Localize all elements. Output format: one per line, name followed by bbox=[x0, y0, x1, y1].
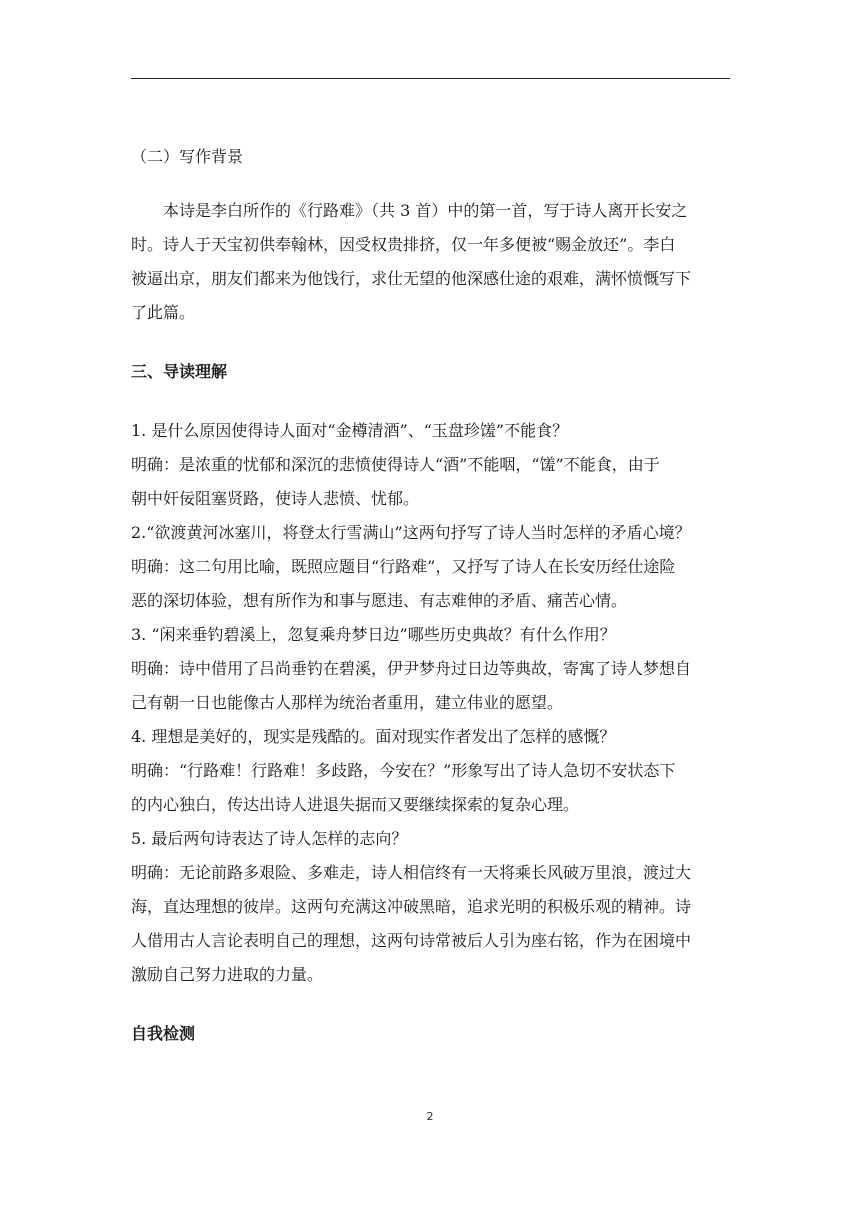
section-heading-guided-reading: 三、导读理解 bbox=[131, 362, 228, 381]
paragraph-line: 了此篇。 bbox=[131, 303, 196, 322]
guided-reading-qa bbox=[131, 414, 730, 992]
question-line: 4. 理想是美好的，现实是残酷的。面对现实作者发出了怎样的感慨？ bbox=[131, 727, 616, 746]
answer-line: 朝中奸佞阻塞贤路，使诗人悲愤、忧郁。 bbox=[131, 489, 420, 508]
page-body bbox=[131, 140, 730, 1051]
answer-line: 明确：这二句用比喻，既照应题目“行路难”，又抒写了诗人在长安历经仕途险 bbox=[131, 557, 676, 576]
answer-line: 的内心独白，传达出诗人进退失据而又要继续探索的复杂心理。 bbox=[131, 795, 580, 814]
answer-line: 激励自己努力进取的力量。 bbox=[131, 965, 324, 984]
header-rule bbox=[131, 78, 730, 79]
answer-line: 己有朝一日也能像古人那样为统治者重用，建立伟业的愿望。 bbox=[131, 693, 564, 712]
question-line: 2.“欲渡黄河冰塞川，将登太行雪满山”这两句抒写了诗人当时怎样的矛盾心境？ bbox=[131, 523, 691, 542]
section-heading-self-test: 自我检测 bbox=[131, 1024, 196, 1043]
answer-line: 恶的深切体验，想有所作为和事与愿违、有志难伸的矛盾、痛苦心情。 bbox=[131, 591, 628, 610]
background-paragraph bbox=[131, 194, 730, 330]
paragraph-line: 被逼出京，朋友们都来为他饯行，求仕无望的他深感仕途的艰难，满怀愤慨写下 bbox=[131, 269, 692, 288]
paragraph-line: 本诗是李白所作的《行路难》（共 3 首）中的第一首，写于诗人离开长安之 bbox=[163, 201, 688, 220]
answer-line: 明确：无论前路多艰险、多难走，诗人相信终有一天将乘长风破万里浪，渡过大 bbox=[131, 863, 692, 882]
answer-line: 明确：是浓重的忧郁和深沉的悲愤使得诗人“酒”不能咽，“馐”不能食，由于 bbox=[131, 455, 660, 474]
answer-line: 明确：诗中借用了吕尚垂钓在碧溪，伊尹梦舟过日边等典故，寄寓了诗人梦想自 bbox=[131, 659, 692, 678]
answer-line: 海，直达理想的彼岸。这两句充满这冲破黑暗，追求光明的积极乐观的精神。诗 bbox=[131, 897, 692, 916]
answer-line: 人借用古人言论表明自己的理想，这两句诗常被后人引为座右铭，作为在困境中 bbox=[131, 931, 692, 950]
question-line: 5. 最后两句诗表达了诗人怎样的志向？ bbox=[131, 829, 408, 848]
page-number: 2 bbox=[426, 1110, 434, 1123]
section-heading-writing-background: （二）写作背景 bbox=[131, 147, 244, 166]
question-line: 3. “闲来垂钓碧溪上，忽复乘舟梦日边”哪些历史典故？有什么作用？ bbox=[131, 625, 616, 644]
question-line: 1. 是什么原因使得诗人面对“金樽清酒”、“玉盘珍馐”不能食？ bbox=[131, 421, 569, 440]
answer-line: 明确：“行路难！行路难！多歧路，今安在？”形象写出了诗人急切不安状态下 bbox=[131, 761, 676, 780]
paragraph-line: 时。诗人于天宝初供奉翰林，因受权贵排挤，仅一年多便被“赐金放还”。李白 bbox=[131, 235, 676, 254]
